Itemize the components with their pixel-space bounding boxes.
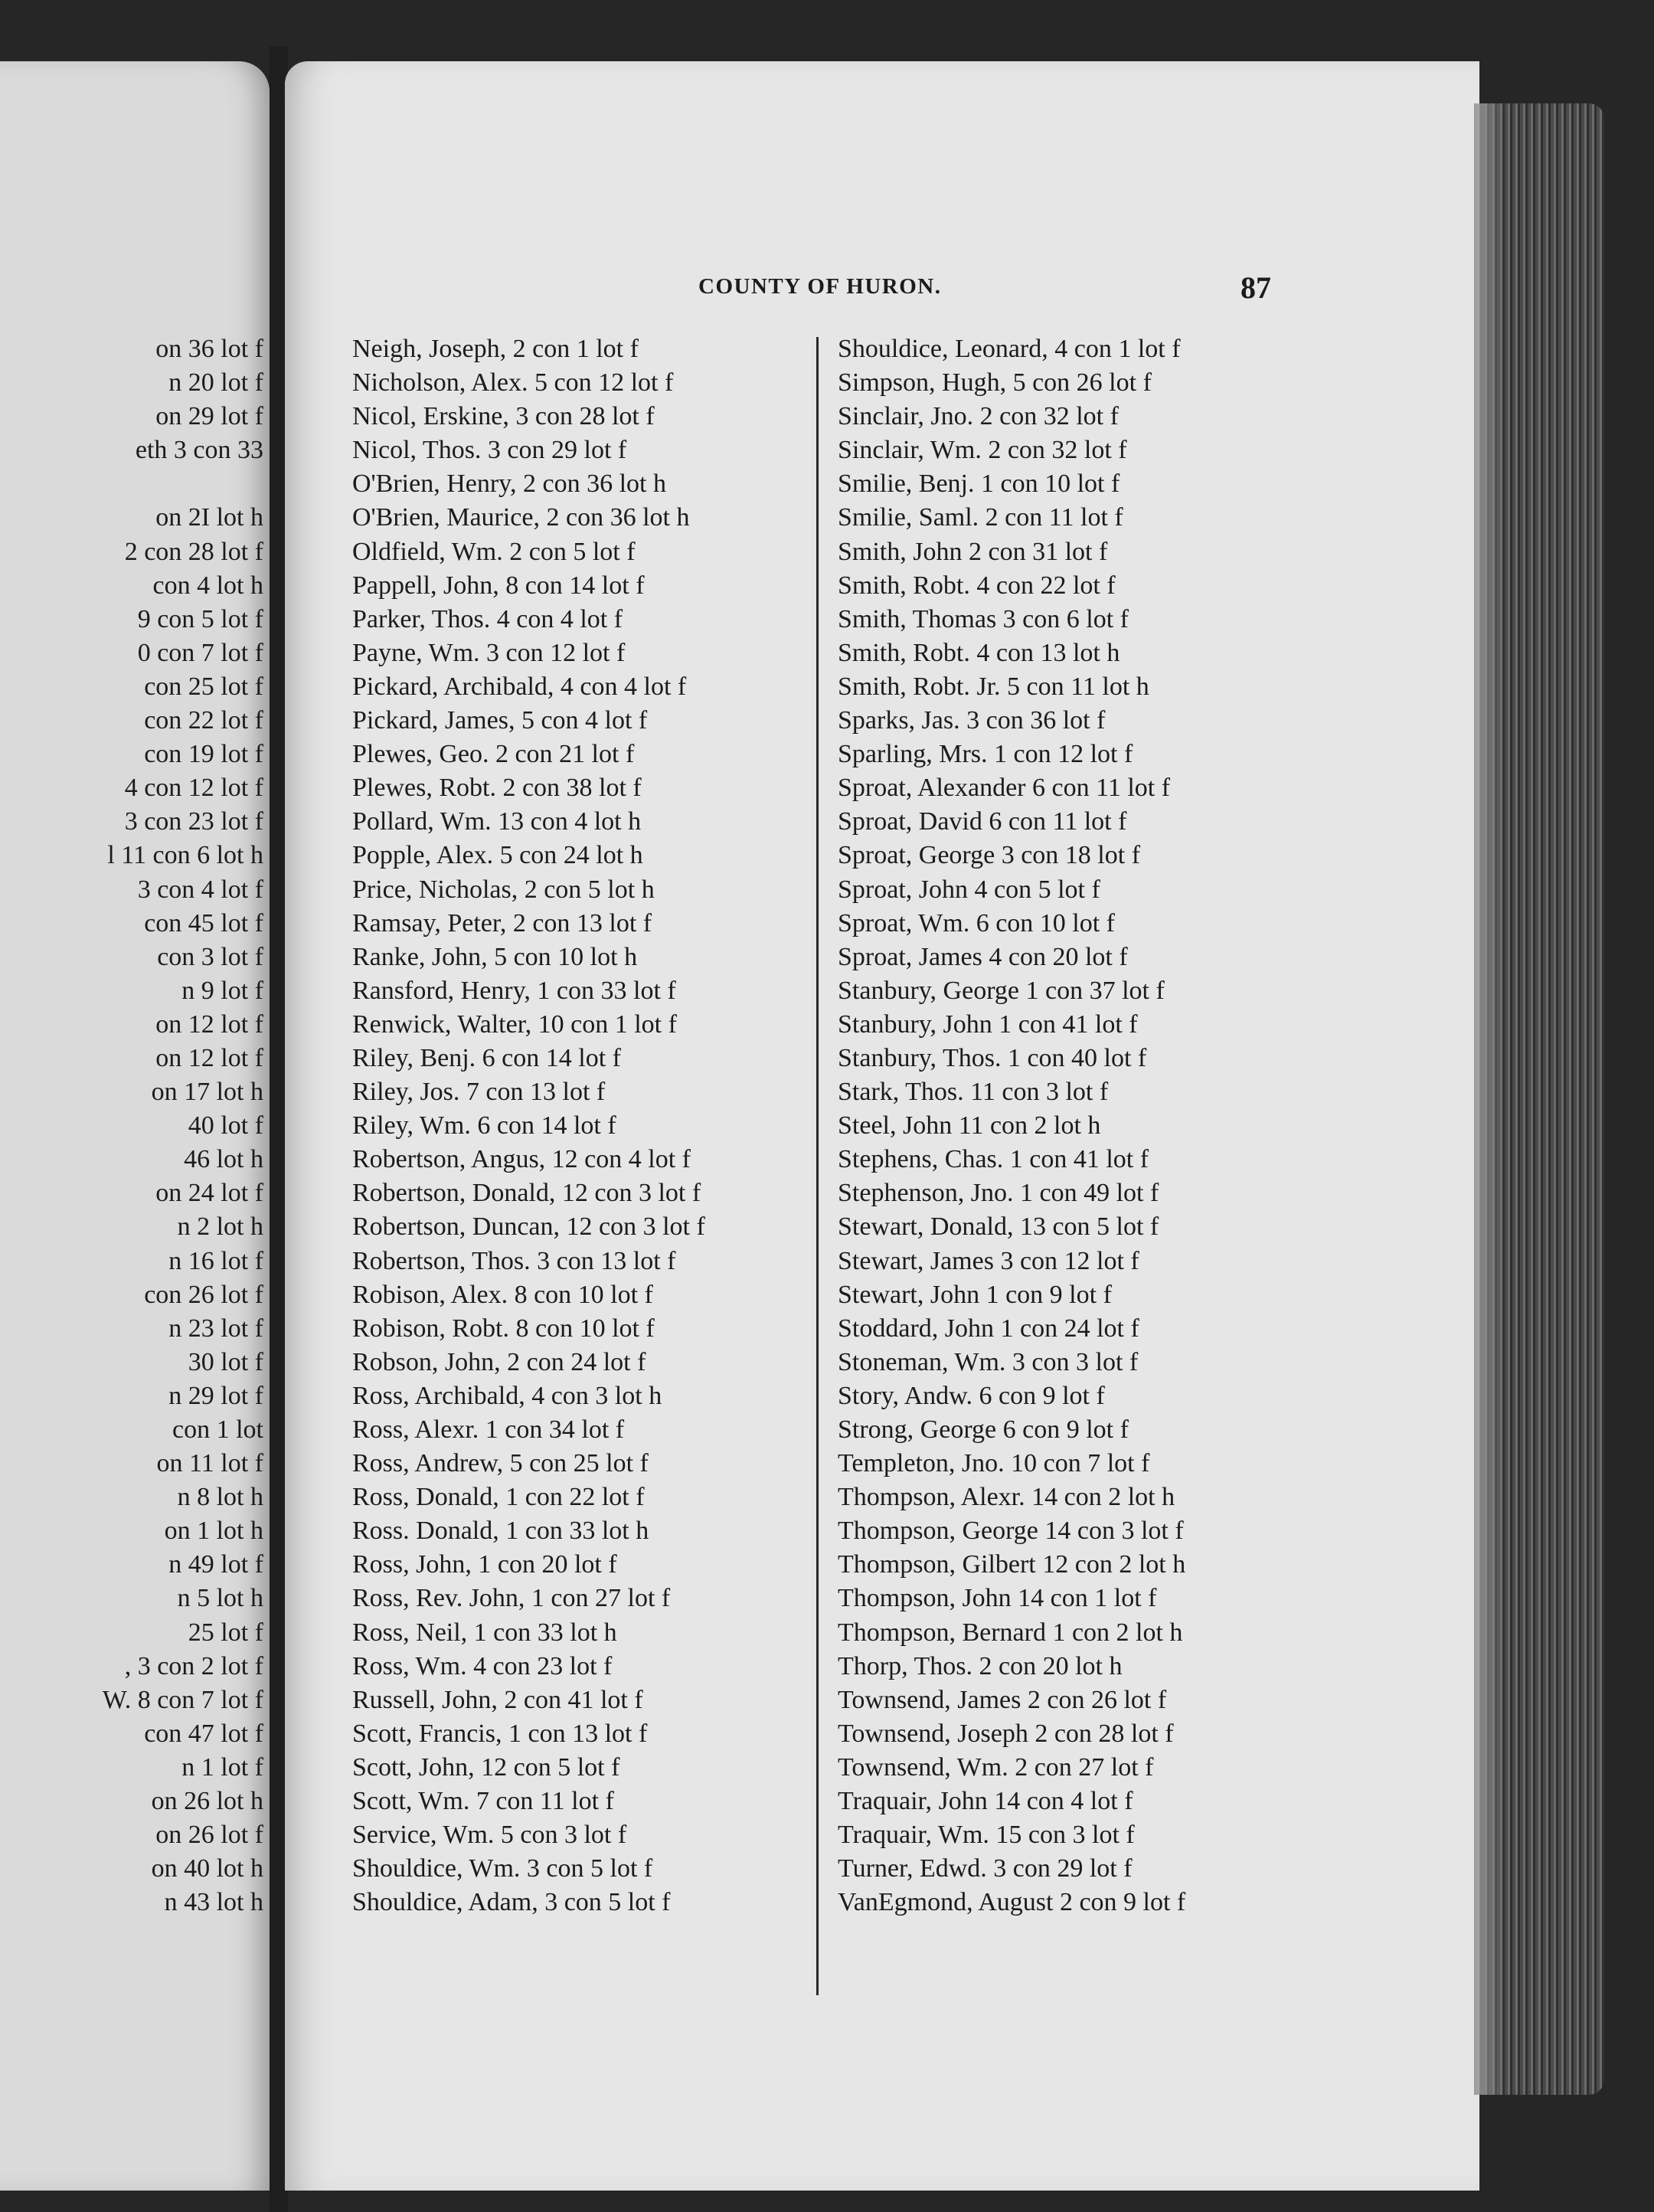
fragment-line: on 26 lot f [155,1821,263,1850]
entry-line: Payne, Wm. 3 con 12 lot f [352,638,626,667]
entry-line: Smith, John 2 con 31 lot f [838,537,1108,566]
entry-line: Smith, Robt. 4 con 22 lot f [838,571,1116,600]
fragment-line: con 45 lot f [144,908,263,937]
entry-line: Thompson, George 14 con 3 lot f [838,1517,1184,1546]
fragment-line: n 43 lot h [164,1888,263,1917]
entry-line: Simpson, Hugh, 5 con 26 lot f [838,368,1152,398]
entry-line: Pickard, Archibald, 4 con 4 lot f [352,672,687,701]
entry-line: Sparks, Jas. 3 con 36 lot f [838,706,1106,735]
fragment-line: l 11 con 6 lot h [107,841,263,870]
entry-line: Parker, Thos. 4 con 4 lot f [352,604,623,633]
column-rule [816,337,819,1995]
entry-line: Ross, Andrew, 5 con 25 lot f [352,1449,649,1478]
entry-line: Ross, Rev. John, 1 con 27 lot f [352,1584,671,1613]
entry-line: Sproat, Wm. 6 con 10 lot f [838,908,1115,937]
entry-line: Robertson, Angus, 12 con 4 lot f [352,1145,691,1174]
entry-line: Pickard, James, 5 con 4 lot f [352,706,648,735]
current-page [285,61,1479,2191]
entry-line: Stephenson, Jno. 1 con 49 lot f [838,1179,1159,1208]
entry-line: Robertson, Duncan, 12 con 3 lot f [352,1212,705,1242]
previous-page [0,61,270,2191]
fragment-line: 4 con 12 lot f [124,774,263,803]
entry-line: Townsend, Joseph 2 con 28 lot f [838,1719,1174,1748]
entry-line: Smith, Robt. Jr. 5 con 11 lot h [838,672,1149,701]
entry-line: Ross, Archibald, 4 con 3 lot h [352,1381,662,1410]
fragment-line [103,467,263,501]
fragment-line: n 29 lot f [168,1381,263,1410]
entry-line: Smith, Robt. 4 con 13 lot h [838,638,1120,667]
entry-line: Shouldice, Wm. 3 con 5 lot f [352,1854,653,1883]
entry-line: Smilie, Benj. 1 con 10 lot f [838,470,1120,499]
entry-line: Stephens, Chas. 1 con 41 lot f [838,1145,1149,1174]
previous-page-column [103,332,263,1919]
entry-line: Nicholson, Alex. 5 con 12 lot f [352,368,674,398]
entry-line: Thompson, Bernard 1 con 2 lot h [838,1618,1183,1647]
fragment-line: con 4 lot h [152,571,263,600]
entry-line: Stark, Thos. 11 con 3 lot f [838,1078,1109,1107]
fragment-line: on 12 lot f [155,1009,263,1039]
entry-line: Shouldice, Adam, 3 con 5 lot f [352,1888,671,1917]
entry-line: Price, Nicholas, 2 con 5 lot h [352,875,655,904]
entry-line: Story, Andw. 6 con 9 lot f [838,1381,1105,1410]
column-left [352,332,705,1919]
entry-line: Robson, John, 2 con 24 lot f [352,1347,646,1376]
fragment-line: on 26 lot h [151,1787,263,1816]
column-right [838,332,1185,1919]
fragment-line: n 49 lot f [168,1550,263,1579]
fragment-line: eth 3 con 33 [135,436,263,465]
entry-line: Traquair, John 14 con 4 lot f [838,1787,1133,1816]
entry-line: Ranke, John, 5 con 10 lot h [352,942,638,971]
entry-line: Traquair, Wm. 15 con 3 lot f [838,1821,1135,1850]
entry-line: Thompson, John 14 con 1 lot f [838,1584,1157,1613]
fragment-line: on 29 lot f [155,402,263,431]
entry-line: Sinclair, Wm. 2 con 32 lot f [838,436,1127,465]
entry-line: Smith, Thomas 3 con 6 lot f [838,604,1129,633]
entry-line: Thompson, Alexr. 14 con 2 lot h [838,1483,1175,1512]
entry-line: Stewart, Donald, 13 con 5 lot f [838,1212,1159,1242]
fragment-line: n 1 lot f [181,1752,263,1782]
entry-line: Ross, Alexr. 1 con 34 lot f [352,1415,625,1444]
entry-line: Sproat, John 4 con 5 lot f [838,875,1100,904]
fragment-line: n 8 lot h [177,1483,263,1512]
fragment-line: on 12 lot f [155,1043,263,1072]
entry-line: Ross. Donald, 1 con 33 lot h [352,1517,649,1546]
entry-line: Sproat, David 6 con 11 lot f [838,807,1127,836]
fragment-line: on 1 lot h [164,1517,263,1546]
fragment-line: 46 lot h [184,1145,263,1174]
entry-line: Plewes, Robt. 2 con 38 lot f [352,774,642,803]
entry-line: Templeton, Jno. 10 con 7 lot f [838,1449,1150,1478]
entry-line: Nicol, Thos. 3 con 29 lot f [352,436,627,465]
entry-line: Scott, Francis, 1 con 13 lot f [352,1719,648,1748]
fragment-line: on 36 lot f [155,335,263,363]
fragment-line: on 17 lot h [151,1078,263,1107]
entry-line: Stewart, James 3 con 12 lot f [838,1246,1139,1275]
entry-line: Turner, Edwd. 3 con 29 lot f [838,1854,1133,1883]
fragment-line: 3 con 4 lot f [137,875,263,904]
fragment-line: con 19 lot f [144,740,263,769]
fragment-line: on 11 lot f [156,1449,263,1478]
entry-line: Strong, George 6 con 9 lot f [838,1415,1129,1444]
fragment-line: n 16 lot f [168,1246,263,1275]
fragment-line: on 40 lot h [151,1854,263,1883]
entry-line: VanEgmond, August 2 con 9 lot f [838,1888,1186,1917]
running-head: COUNTY OF HURON. [698,274,942,299]
fragment-line: on 2I lot h [155,503,263,532]
entry-line: Townsend, Wm. 2 con 27 lot f [838,1752,1154,1782]
entry-line: Service, Wm. 5 con 3 lot f [352,1821,627,1850]
fragment-line: 40 lot f [188,1111,263,1140]
entry-line: Russell, John, 2 con 41 lot f [352,1685,643,1714]
entry-line: Robison, Robt. 8 con 10 lot f [352,1314,655,1343]
entry-line: Stewart, John 1 con 9 lot f [838,1280,1112,1309]
fragment-line: con 3 lot f [157,942,263,971]
entry-line: Stanbury, John 1 con 41 lot f [838,1009,1138,1039]
entry-line: Stanbury, George 1 con 37 lot f [838,976,1165,1005]
entry-line: Robertson, Thos. 3 con 13 lot f [352,1246,676,1275]
fragment-line: n 23 lot f [168,1314,263,1343]
entry-line: Robison, Alex. 8 con 10 lot f [352,1280,653,1309]
entry-line: Sproat, Alexander 6 con 11 lot f [838,774,1171,803]
entry-line: Popple, Alex. 5 con 24 lot h [352,841,643,870]
entry-line: Pollard, Wm. 13 con 4 lot h [352,807,642,836]
entry-line: Nicol, Erskine, 3 con 28 lot f [352,402,655,431]
fragment-line: 0 con 7 lot f [137,638,263,667]
entry-line: Riley, Jos. 7 con 13 lot f [352,1078,606,1107]
entry-line: Ross, Donald, 1 con 22 lot f [352,1483,645,1512]
entry-line: Pappell, John, 8 con 14 lot f [352,571,645,600]
entry-line: Scott, Wm. 7 con 11 lot f [352,1787,614,1816]
fragment-line: con 26 lot f [144,1280,263,1309]
entry-line: Ramsay, Peter, 2 con 13 lot f [352,908,652,937]
page-header [285,270,1479,316]
fragment-line: n 9 lot f [181,976,263,1005]
entry-line: Riley, Benj. 6 con 14 lot f [352,1043,621,1072]
entry-line: Ross, John, 1 con 20 lot f [352,1550,617,1579]
fragment-line: 9 con 5 lot f [137,604,263,633]
page-edge-shade [1474,103,1505,2095]
entry-line: Plewes, Geo. 2 con 21 lot f [352,740,635,769]
entry-line: Stoddard, John 1 con 24 lot f [838,1314,1139,1343]
entry-line: Thorp, Thos. 2 con 20 lot h [838,1651,1123,1680]
entry-line: Smilie, Saml. 2 con 11 lot f [838,503,1123,532]
entry-line: Shouldice, Leonard, 4 con 1 lot f [838,335,1181,363]
entry-line: Ransford, Henry, 1 con 33 lot f [352,976,676,1005]
fragment-line: con 1 lot [172,1415,263,1444]
fragment-line: W. 8 con 7 lot f [102,1685,263,1714]
entry-line: Thompson, Gilbert 12 con 2 lot h [838,1550,1186,1579]
fragment-line: 3 con 23 lot f [124,807,263,836]
fragment-line: n 5 lot h [177,1584,263,1613]
entry-line: Renwick, Walter, 10 con 1 lot f [352,1009,677,1039]
entry-line: Sproat, James 4 con 20 lot f [838,942,1128,971]
entry-line: Neigh, Joseph, 2 con 1 lot f [352,335,639,363]
fragment-line: 25 lot f [188,1618,263,1647]
entry-line: Townsend, James 2 con 26 lot f [838,1685,1167,1714]
fragment-line: con 25 lot f [144,672,263,701]
entry-line: Stanbury, Thos. 1 con 40 lot f [838,1043,1147,1072]
entry-line: Riley, Wm. 6 con 14 lot f [352,1111,616,1140]
entry-line: Sinclair, Jno. 2 con 32 lot f [838,402,1119,431]
fragment-line: con 22 lot f [144,706,263,735]
fragment-line: 2 con 28 lot f [124,537,263,566]
fragment-line: , 3 con 2 lot f [124,1651,263,1680]
entry-line: Oldfield, Wm. 2 con 5 lot f [352,537,636,566]
entry-line: Scott, John, 12 con 5 lot f [352,1752,620,1782]
entry-line: Ross, Neil, 1 con 33 lot h [352,1618,617,1647]
entry-line: Sproat, George 3 con 18 lot f [838,841,1141,870]
entry-line: Robertson, Donald, 12 con 3 lot f [352,1179,701,1208]
fragment-line: 30 lot f [188,1347,263,1376]
entry-line: O'Brien, Maurice, 2 con 36 lot h [352,503,690,532]
fragment-line: con 47 lot f [144,1719,263,1748]
fragment-line: on 24 lot f [155,1179,263,1208]
fragment-line: n 20 lot f [168,368,263,398]
entry-line: Steel, John 11 con 2 lot h [838,1111,1101,1140]
entry-line: Ross, Wm. 4 con 23 lot f [352,1651,613,1680]
page-number: 87 [1240,270,1271,305]
entry-line: Sparling, Mrs. 1 con 12 lot f [838,740,1133,769]
entry-line: Stoneman, Wm. 3 con 3 lot f [838,1347,1139,1376]
fragment-line: n 2 lot h [177,1212,263,1242]
entry-line: O'Brien, Henry, 2 con 36 lot h [352,470,666,499]
